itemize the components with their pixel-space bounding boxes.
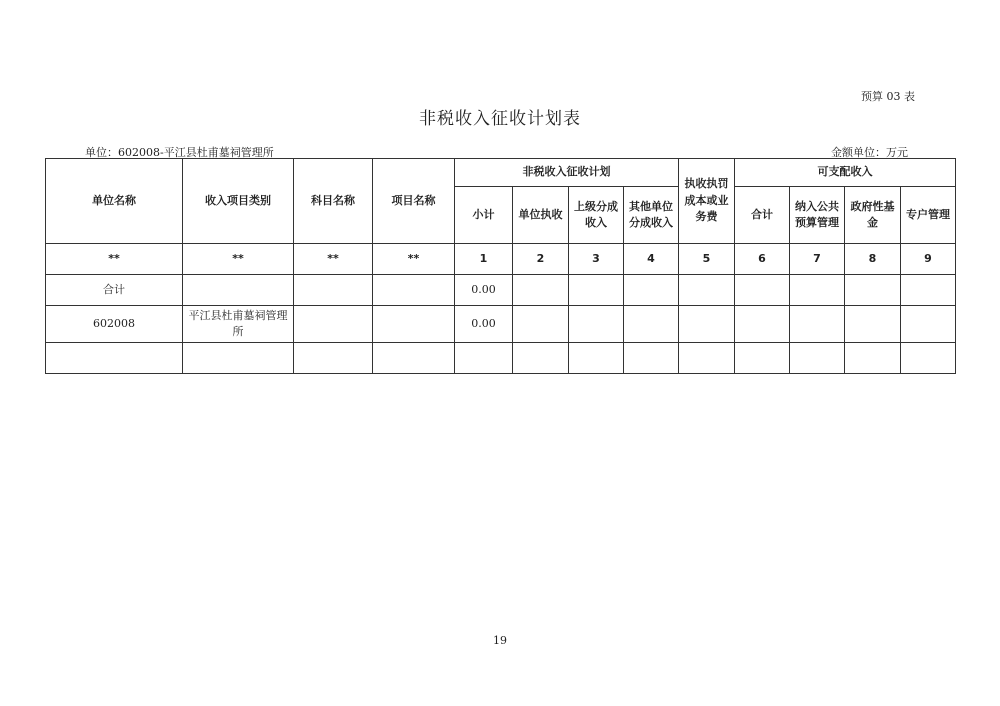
cell-income-category: [183, 275, 294, 306]
non-tax-income-table: [45, 158, 956, 374]
cell-unit-name: 合计: [46, 275, 183, 306]
cell-empty: [513, 306, 569, 343]
index-cell: 6: [735, 244, 790, 275]
header-project-name: 项目名称: [373, 159, 455, 244]
header-special-mgmt: 专户管理: [901, 187, 956, 244]
cell-empty: [679, 343, 735, 374]
index-cell: 9: [901, 244, 956, 275]
index-cell: **: [46, 244, 183, 275]
cell-subject-name: [294, 306, 373, 343]
cell-empty: [901, 275, 956, 306]
header-unit-collect: 单位执收: [513, 187, 569, 244]
index-cell: 4: [624, 244, 679, 275]
header-total: 合计: [735, 187, 790, 244]
form-number: 预算 03 表: [861, 90, 915, 103]
header-income-category: 收入项目类别: [183, 159, 294, 244]
index-cell: **: [183, 244, 294, 275]
index-cell: 5: [679, 244, 735, 275]
cell-empty: [790, 306, 845, 343]
header-subtotal: 小计: [455, 187, 513, 244]
cell-empty: [294, 343, 373, 374]
cell-empty: [790, 343, 845, 374]
header-public-budget: 纳入公共预算管理: [790, 187, 845, 244]
index-cell: **: [373, 244, 455, 275]
cell-empty: [624, 343, 679, 374]
header-upper-share: 上级分成收入: [569, 187, 624, 244]
index-row: [46, 244, 956, 275]
header-plan-group: 非税收入征收计划: [455, 159, 679, 187]
header-other-share: 其他单位分成收入: [624, 187, 679, 244]
header-subject-name: 科目名称: [294, 159, 373, 244]
index-cell: 7: [790, 244, 845, 275]
cell-empty: [790, 275, 845, 306]
cell-empty: [845, 306, 901, 343]
cell-empty: [735, 306, 790, 343]
cell-unit-name: 602008: [46, 306, 183, 343]
page-title: 非税收入征收计划表: [419, 109, 581, 129]
header-collect-cost: 执收执罚成本或业务费: [679, 159, 735, 244]
cell-empty: [679, 306, 735, 343]
cell-subtotal: 0.00: [455, 306, 513, 343]
cell-empty: [183, 343, 294, 374]
cell-empty: [373, 343, 455, 374]
cell-empty: [624, 306, 679, 343]
cell-project-name: [373, 275, 455, 306]
cell-empty: [901, 343, 956, 374]
unit-line: 单位：602008-平江县杜甫墓祠管理所: [85, 146, 274, 159]
table-row-blank: [46, 343, 956, 374]
index-cell: 3: [569, 244, 624, 275]
cell-subtotal: 0.00: [455, 275, 513, 306]
header-unit-name: 单位名称: [46, 159, 183, 244]
cell-empty: [845, 275, 901, 306]
cell-project-name: [373, 306, 455, 343]
table-row-total: [46, 275, 956, 306]
cell-empty: [569, 275, 624, 306]
index-cell: **: [294, 244, 373, 275]
cell-empty: [46, 343, 183, 374]
page-number: 19: [493, 634, 507, 647]
cell-empty: [455, 343, 513, 374]
header-gov-fund: 政府性基金: [845, 187, 901, 244]
header-disposable-group: 可支配收入: [735, 159, 956, 187]
index-cell: 2: [513, 244, 569, 275]
cell-empty: [624, 275, 679, 306]
cell-empty: [513, 343, 569, 374]
cell-empty: [845, 343, 901, 374]
index-cell: 1: [455, 244, 513, 275]
cell-empty: [569, 343, 624, 374]
cell-empty: [735, 275, 790, 306]
cell-empty: [513, 275, 569, 306]
cell-empty: [735, 343, 790, 374]
cell-empty: [679, 275, 735, 306]
table-row: [46, 306, 956, 343]
cell-income-category: 平江县杜甫墓祠管理所: [183, 306, 294, 343]
cell-empty: [569, 306, 624, 343]
index-cell: 8: [845, 244, 901, 275]
amount-unit: 金额单位：万元: [831, 146, 908, 159]
cell-empty: [901, 306, 956, 343]
cell-subject-name: [294, 275, 373, 306]
